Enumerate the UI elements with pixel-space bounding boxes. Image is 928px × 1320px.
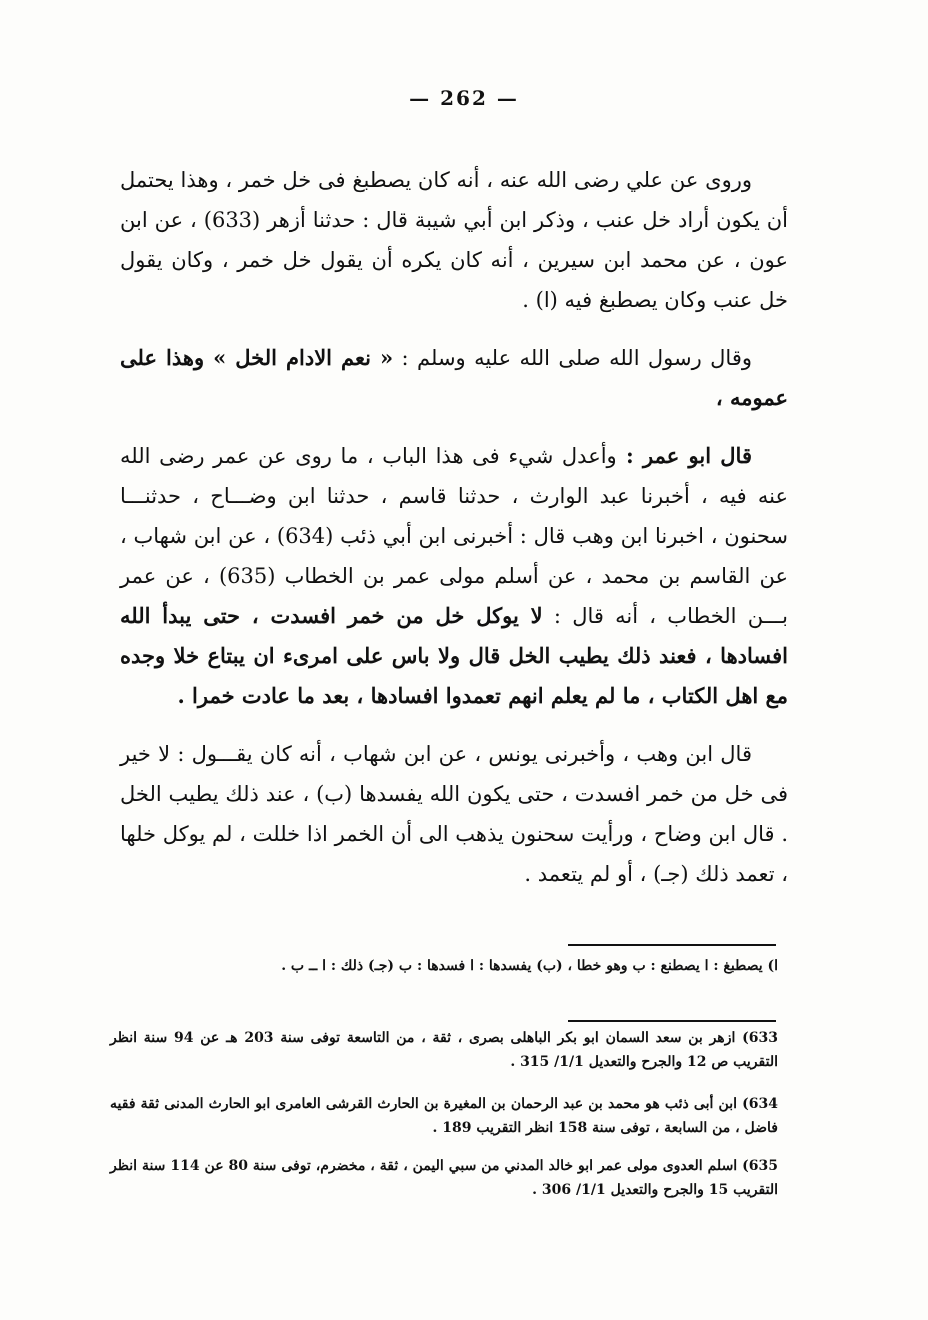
text-run: وروى عن علي رضى الله عنه ، أنه كان يصطبغ فى خل خمر ، وهذا يحتمل أن يكون أراد خل عنب ، وذكر ابن أبي شيبة قال : حدثنا أزهر (633) ، عن ابن عون ، عن محمد ابن سيرين ، أنه كان يكره أن يقول خل خمر ، وكان يقول خل عنب وكان يصطبغ فيه (ا) . — [120, 168, 788, 312]
text-run: وأعدل شيء فى هذا الباب ، ما روى عن عمر رضى الله عنه فيه ، أخبرنا عبد الوارث ، حدثنا قاسم ، حدثنا ابن وضـــاح ، حدثنـــا سحنون ، اخبرنا ابن وهب قال : أخبرنى ابن أبي ذئب (634) ، عن ابن شهاب ، عن القاسم بن محمد ، عن أسلم مولى عمر بن الخطاب (635) ، عن عمر بـــن الخطاب ، أنه قال : — [120, 444, 788, 628]
text-run: وقال رسول الله صلى الله عليه وسلم : — [393, 346, 752, 370]
paragraph — [120, 436, 788, 716]
paragraph — [120, 734, 788, 894]
footnote: 633) ازهر بن سعد السمان ابو بكر الباهلى بصرى ، ثقة ، من التاسعة توفى سنة 203 هـ عن 94 سنة انظر التقريب ص 12 والجرح والتعديل 1/1/ 315 . — [110, 1030, 778, 1070]
footnote-divider — [568, 1020, 776, 1022]
hadith-quote: « نعم الادام الخل » وهذا على عمومه ، — [120, 345, 788, 410]
main-text — [120, 160, 788, 912]
footnote: 635) اسلم العدوى مولى عمر ابو خالد المدني من سبي اليمن ، ثقة ، مخضرم، توفى سنة 80 عن 114 سنة انظر التقريب 15 والجرح والتعديل 1/1/ 306 . — [110, 1158, 778, 1198]
paragraph — [120, 160, 788, 320]
quoted-saying: لا يوكل خل من خمر افسدت ، حتى يبدأ الله افسادها ، فعند ذلك يطيب الخل قال ولا باس على امرىء ان يبتاع خلا وجده مع اهل الكتاب ، ما لم يعلم انهم تعمدوا افسادها ، بعد ما عادت خمرا . — [120, 603, 788, 708]
footnote-divider — [568, 944, 776, 946]
footnote: 634) ابن أبى ذئب هو محمد بن عبد الرحمان بن المغيرة بن الحارث القرشى العامرى ابو الحارث المدنى ثقة فقيه فاضل ، من السابعة ، توفى سنة 158 انظر التقريب 189 . — [110, 1096, 778, 1136]
text-run: قال ابن وهب ، وأخبرنى يونس ، عن ابن شهاب ، أنه كان يقـــول : لا خير فى خل من خمر افسدت ، حتى يكون الله يفسدها (ب) ، عند ذلك يطيب الخل . قال ابن وضاح ، ورأيت سحنون يذهب الى أن الخمر اذا خللت ، لم يوكل خلها ، تعمد ذلك (جـ) ، أو لم يتعمد . — [120, 742, 788, 886]
author-label: قال ابو عمر : — [616, 443, 752, 468]
variant-note: ا) يصطبغ : ا يصطنع : ب وهو خطا ، (ب) يفسدها : ا فسدها : ب (جـ) ذلك : ا ــ ب . — [281, 958, 778, 974]
page-number: — 262 — — [409, 86, 519, 110]
paragraph — [120, 338, 788, 418]
